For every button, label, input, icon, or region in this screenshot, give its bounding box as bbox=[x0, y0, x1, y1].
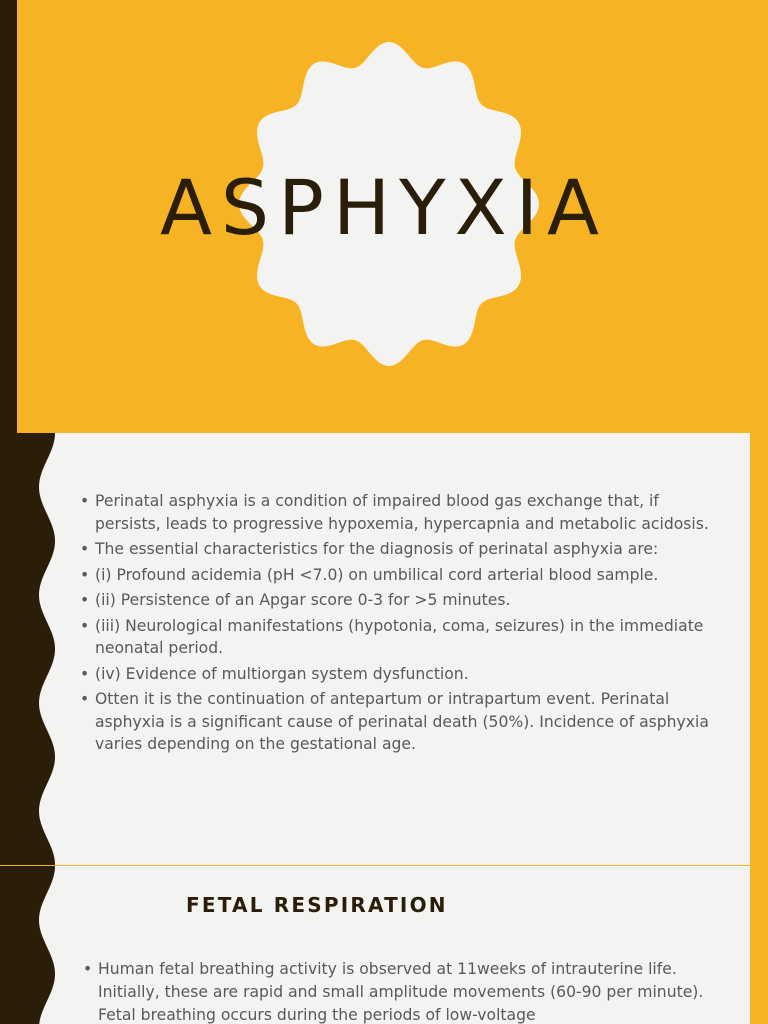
bullet-item: • (ii) Persistence of an Apgar score 0-3 for >5 minutes. bbox=[80, 589, 720, 612]
fetal-respiration-slide bbox=[0, 866, 768, 1024]
bullet-item: • (iv) Evidence of multiorgan system dysfunction. bbox=[80, 663, 720, 686]
bullet-item: • (iii) Neurological manifestations (hypotonia, coma, seizures) in the immediate neonatal period. bbox=[80, 616, 704, 657]
wavy-left-edge bbox=[0, 433, 60, 865]
bullet-item: • The essential characteristics for the diagnosis of perinatal asphyxia are: bbox=[80, 538, 720, 561]
bullet-glyph: • bbox=[80, 540, 90, 558]
bullet-item: • Otten it is the continuation of antepartum or intrapartum event. Perinatal asphyxia is a significant cause of perinatal death (50%). Incidence of asphyxia varies depending on the gestational age. bbox=[80, 690, 709, 753]
bullet-item: • Human fetal breathing activity is observed at 11weeks of intrauterine life. Initially, these are rapid and small amplitude movements (60-90 per minute). Fetal breathing occurs during the periods of low-voltage bbox=[83, 960, 704, 1024]
slide-title: ASPHYXIA bbox=[159, 163, 609, 252]
bullet-glyph: • bbox=[80, 664, 90, 683]
bullet-glyph: • bbox=[80, 690, 90, 708]
bullet-glyph: • bbox=[80, 565, 90, 584]
fetal-respiration-bullet-list bbox=[83, 958, 713, 1024]
bullet-item: • Perinatal asphyxia is a condition of impaired blood gas exchange that, if persists, leads to progressive hypoxemia, hypercapnia and metabolic acidosis. bbox=[80, 492, 709, 533]
bullet-glyph: • bbox=[80, 616, 90, 635]
definition-slide bbox=[0, 433, 768, 865]
bullet-glyph: • bbox=[80, 492, 90, 510]
title-slide bbox=[0, 0, 768, 433]
bullet-item: • (i) Profound acidemia (pH <7.0) on umbilical cord arterial blood sample. bbox=[80, 564, 720, 587]
bullet-glyph: • bbox=[83, 960, 93, 978]
wavy-left-edge bbox=[0, 866, 60, 1024]
bullet-glyph: • bbox=[80, 591, 90, 609]
section-heading: FETAL RESPIRATION bbox=[186, 893, 448, 917]
definition-bullet-list bbox=[80, 490, 720, 759]
